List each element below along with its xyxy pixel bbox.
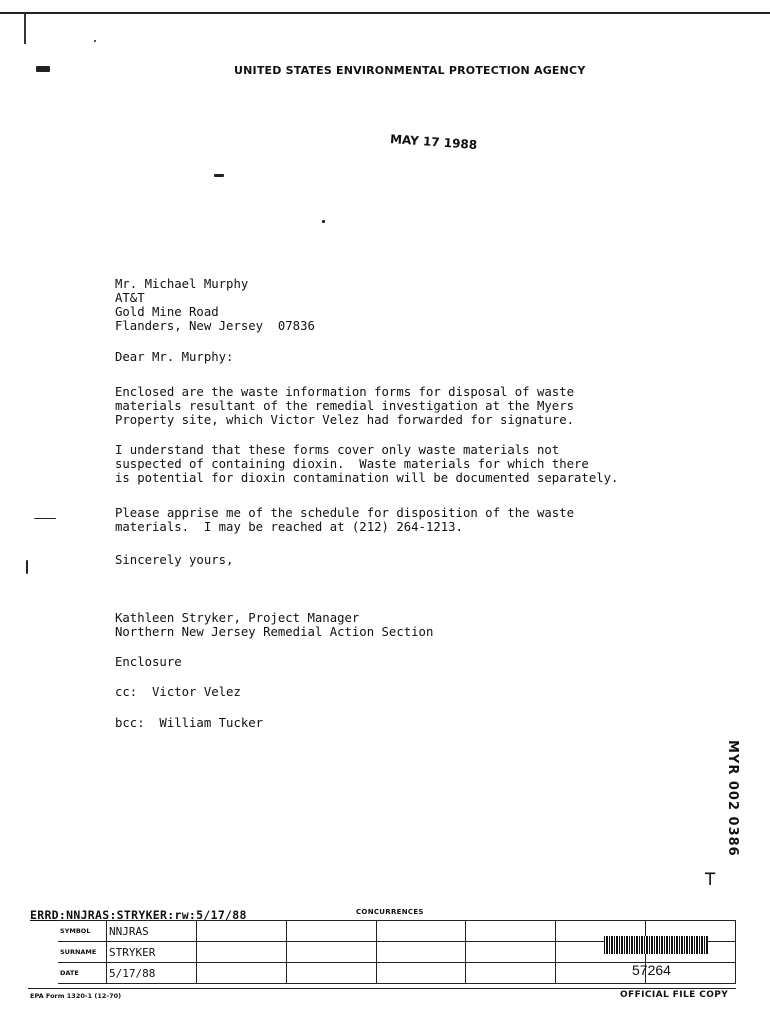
scan-speck	[34, 518, 56, 519]
paragraph-3: Please apprise me of the schedule for disposition of the waste materials. I may be reached at (212) 264-1213.	[115, 506, 575, 534]
surname-value: STRYKER	[107, 942, 197, 963]
grid-cell	[376, 942, 466, 963]
grid-cell	[196, 963, 286, 984]
barcode-number: 57264	[632, 962, 671, 978]
salutation: Dear Mr. Murphy:	[115, 350, 234, 364]
agency-header: UNITED STATES ENVIRONMENTAL PROTECTION AGENCY	[234, 64, 586, 77]
left-scan-mark	[24, 14, 26, 44]
official-file-copy-label: OFFICIAL FILE COPY	[620, 990, 729, 1000]
grid-cell	[286, 963, 376, 984]
grid-cell	[466, 942, 556, 963]
grid-cell	[196, 921, 286, 942]
top-scan-rule	[0, 12, 770, 14]
enclosure-note: Enclosure	[115, 655, 182, 669]
scan-speck	[322, 220, 325, 223]
address-line: Gold Mine Road	[115, 305, 219, 319]
row-label-surname: SURNAME	[58, 942, 107, 963]
letter-date: MAY 17 1988	[389, 131, 478, 153]
scan-speck	[36, 66, 50, 72]
signature-line: Kathleen Stryker, Project Manager	[115, 611, 360, 625]
scan-speck	[26, 560, 28, 574]
grid-cell	[286, 942, 376, 963]
grid-cell	[376, 963, 466, 984]
row-label-date: DATE	[58, 963, 107, 984]
symbol-value: NNJRAS	[107, 921, 197, 942]
concurrences-label: CONCURRENCES	[356, 908, 424, 916]
document-stamp-number: MYR 002 0386	[725, 740, 740, 857]
stamp-mark-icon: ⊤	[704, 866, 717, 890]
date-value: 5/17/88	[107, 963, 197, 984]
grid-cell	[466, 963, 556, 984]
form-bottom-rule	[28, 988, 736, 989]
bcc-line: bcc: William Tucker	[115, 716, 264, 730]
address-line: Mr. Michael Murphy	[115, 277, 249, 291]
signature-block	[115, 611, 433, 639]
row-label-symbol: SYMBOL	[58, 921, 107, 942]
form-id: EPA Form 1320-1 (12-70)	[30, 992, 122, 1000]
scan-speck	[214, 174, 224, 177]
address-line: AT&T	[115, 291, 145, 305]
closing: Sincerely yours,	[115, 553, 234, 567]
signature-line: Northern New Jersey Remedial Action Section	[115, 625, 434, 639]
recipient-address	[115, 277, 315, 333]
grid-cell	[466, 921, 556, 942]
address-line: Flanders, New Jersey 07836	[115, 319, 315, 333]
grid-cell	[196, 942, 286, 963]
barcode-icon	[604, 936, 708, 954]
grid-cell	[376, 921, 466, 942]
scan-speck	[94, 40, 96, 42]
cc-line: cc: Victor Velez	[115, 685, 241, 699]
grid-cell	[286, 921, 376, 942]
paragraph-1: Enclosed are the waste information forms for disposal of waste materials resultant of the remedial investigation at the Myers Property site, which Victor Velez had forwarded for signature.	[115, 385, 575, 427]
paragraph-2: I understand that these forms cover only waste materials not suspected of containing dioxin. Waste materials for which there is potential for dioxin contamination will be documented separately.	[115, 443, 619, 485]
reference-text: ERRD:NNJRAS:STRYKER:rw:5/17/88	[30, 908, 247, 922]
